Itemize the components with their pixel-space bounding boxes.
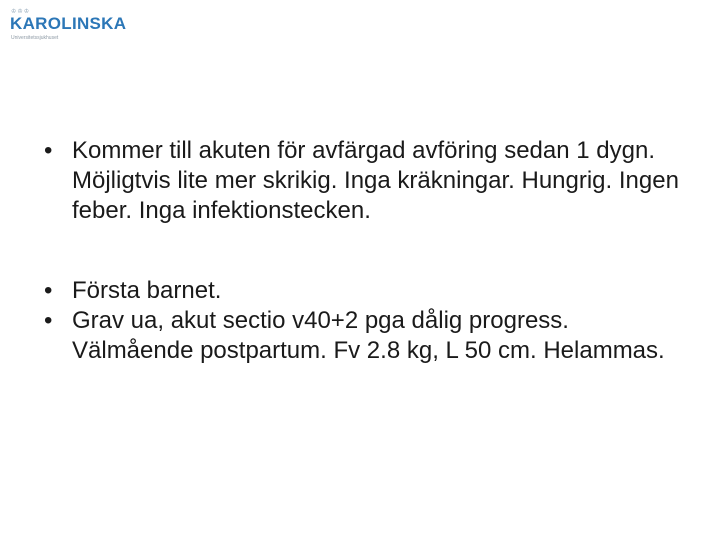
karolinska-logo: [10, 9, 128, 43]
bullet-list: [44, 136, 694, 366]
slide-content: [44, 136, 694, 366]
bullet-item-presentation: • Kommer till akuten för avfärgad avföring sedan 1 dygn. Möjligtvis lite mer skrikig. Inga kräkningar. Hungrig. Ingen feber. Inga infektionstecken.: [44, 136, 694, 226]
bullet-item-birth-history: • Grav ua, akut sectio v40+2 pga dålig progress. Välmående postpartum. Fv 2.8 kg, L 50 cm. Helammas.: [44, 306, 694, 366]
bullet-item-first-child: • Första barnet.: [44, 276, 694, 306]
logo-wordmark: KAROLINSKA: [10, 14, 127, 33]
crown-icon: ♔♔♔: [11, 9, 31, 15]
logo-tagline: Universitetssjukhuset: [11, 35, 59, 41]
bullet-gap: [44, 226, 694, 276]
